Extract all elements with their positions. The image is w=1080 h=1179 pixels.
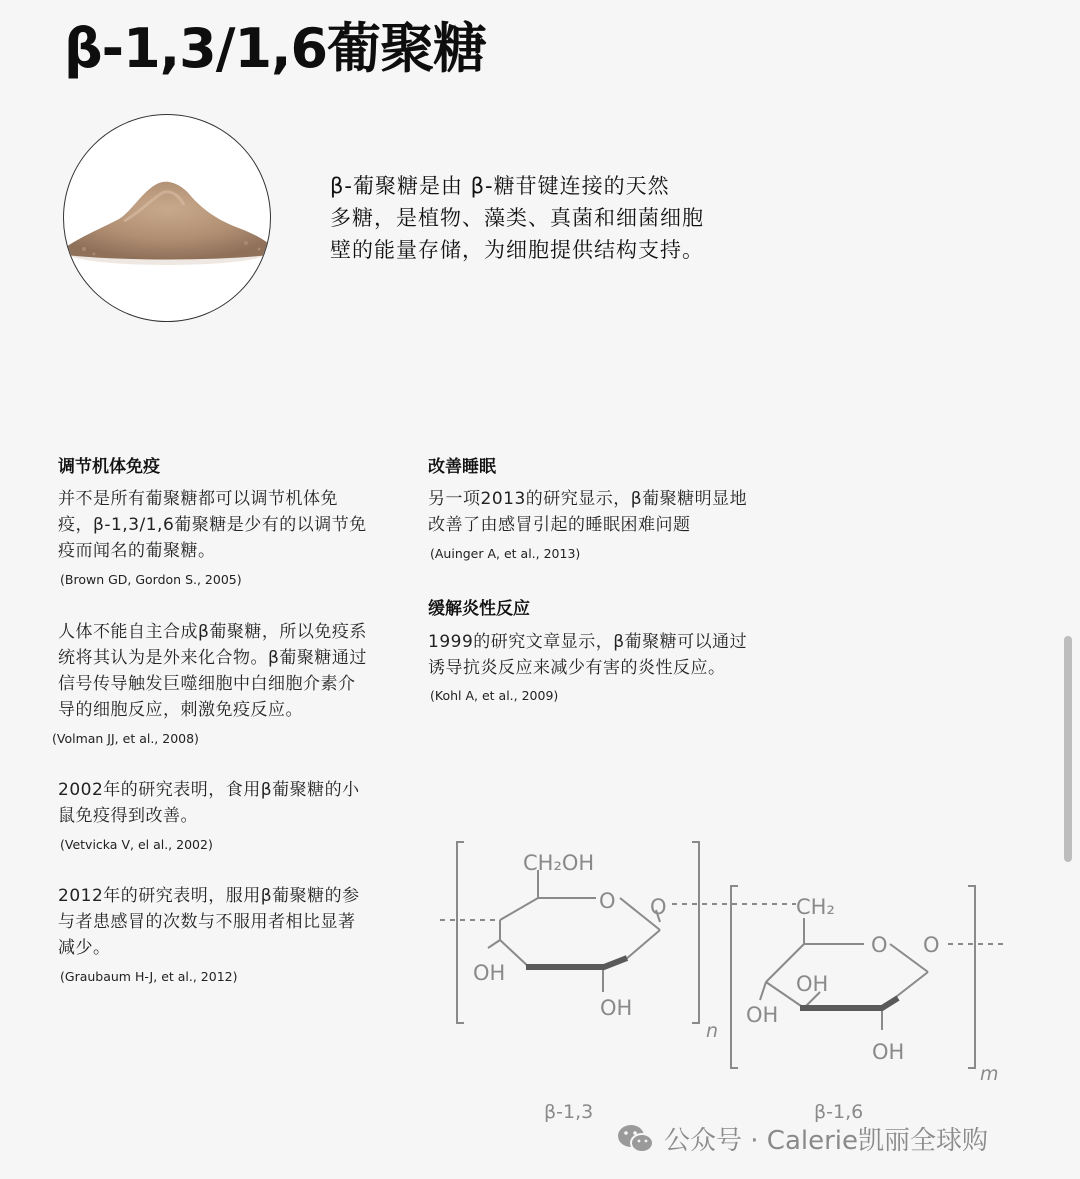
hydroxyl-label: OH [872,1040,905,1064]
text-line: 减少。 [58,938,111,958]
bracket-right-close [968,886,975,1068]
text-line: 2012年的研究表明，服用β葡聚糖的参 [58,886,360,906]
immune-paragraph-2 [58,619,408,723]
powder-pile-icon [64,115,270,321]
repeat-n-label: n [706,1020,719,1042]
oxygen-label: O [650,895,667,919]
ring-2-bold-edge [800,998,898,1008]
citation: (Kohl A, et al., 2009) [430,688,559,703]
text-line: 改善了由感冒引起的睡眠困难问题 [428,515,691,535]
immune-paragraph-4 [58,883,408,961]
immune-paragraph-3 [58,777,408,829]
text-line: 信号传导触发巨噬细胞中白细胞介素介 [58,674,356,694]
intro-line-2: 多糖，是植物、藻类、真菌和细菌细胞 [330,206,704,230]
text-line: 人体不能自主合成β葡聚糖，所以免疫系 [58,622,367,642]
oxygen-label: O [923,933,940,957]
hydroxyl-label: OH [600,996,633,1020]
intro-line-3: 壁的能量存储，为细胞提供结构支持。 [330,238,704,262]
citation: (Brown GD, Gordon S., 2005) [60,572,242,587]
glucose-ring-1 [488,870,660,992]
immune-heading: 调节机体免疫 [58,457,160,477]
hydroxyl-label: OH [473,961,506,985]
intro-line-1: β-葡聚糖是由 β-糖苷键连接的天然 [330,174,670,198]
sleep-paragraph [428,486,788,538]
text-line: 统将其认为是外来化合物。β葡聚糖通过 [58,648,367,668]
oxygen-label: O [871,933,888,957]
bracket-left-open [457,842,464,1023]
ring-1-bold-edge [526,958,627,967]
text-line: 与者患感冒的次数与不服用者相比显著 [58,912,356,932]
text-line: 鼠免疫得到改善。 [58,806,198,826]
hydroxyl-label: OH [746,1003,779,1027]
repeat-m-label: m [980,1063,999,1085]
ch2oh-label: CH₂OH [523,851,595,875]
scrollbar-thumb[interactable] [1064,636,1072,862]
text-line: 2002年的研究表明，食用β葡聚糖的小 [58,780,360,800]
glucose-ring-2 [760,918,928,1030]
text-line: 诱导抗炎反应来减少有害的炎性反应。 [428,658,726,678]
text-line: 导的细胞反应，刺激免疫反应。 [58,700,303,720]
citation: (Graubaum H-J, et al., 2012) [60,969,238,984]
bracket-right-open [731,886,738,1068]
text-line: 另一项2013的研究显示，β葡聚糖明显地 [428,489,748,509]
oxygen-label: O [599,889,616,913]
immune-paragraph-1 [58,486,408,564]
ch2-label: CH₂ [796,895,835,919]
text-line: 并不是所有葡聚糖都可以调节机体免 [58,489,338,509]
citation: (Vetvicka V, el al., 2002) [60,837,213,852]
beta-16-label: β-1,6 [814,1101,864,1123]
inflammation-heading: 缓解炎性反应 [428,599,530,619]
text-line: 疫，β-1,3/1,6葡聚糖是少有的以调节免 [58,515,367,535]
text-line: 1999的研究文章显示，β葡聚糖可以通过 [428,632,748,652]
text-line: 疫而闻名的葡聚糖。 [58,541,216,561]
powder-image [63,114,271,322]
watermark-text: 公众号 · Calerie凯丽全球购 [664,1126,989,1156]
wechat-icon [616,1123,656,1155]
beta-13-label: β-1,3 [544,1101,594,1123]
citation: (Auinger A, et al., 2013) [430,546,581,561]
hydroxyl-label: OH [796,972,829,996]
bracket-left-close [692,842,699,1023]
sleep-heading: 改善睡眠 [428,457,496,477]
inflammation-paragraph [428,629,788,681]
intro-text [330,170,750,266]
glucan-structure-diagram [420,830,1020,1130]
page-title: β-1,3/1,6葡聚糖 [64,17,487,80]
watermark [616,1120,988,1157]
citation: (Volman JJ, et al., 2008) [52,731,199,746]
